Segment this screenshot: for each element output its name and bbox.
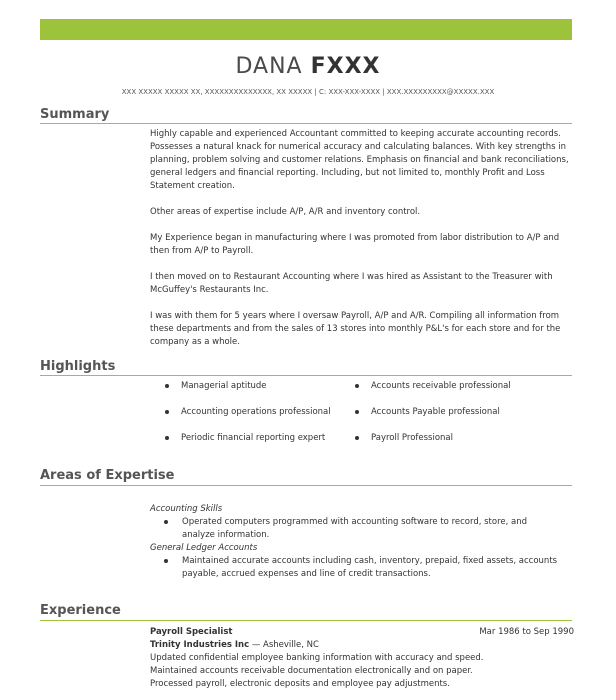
- highlight-item: Accounts Payable professional: [355, 407, 500, 417]
- candidate-name: [0, 54, 616, 79]
- bullet-icon: [355, 384, 359, 388]
- job-dates: Mar 1986 to Sep 1990: [479, 627, 574, 637]
- job-company-line: [150, 639, 574, 652]
- summary-paragraph: My Experience began in manufacturing where I was promoted from labor distribution to A/P and then from A/P to Payroll.: [150, 233, 560, 256]
- summary-paragraph: Highly capable and experienced Accountant committed to keeping accurate accounting records. Possesses a natural knack for numerical accuracy and calculating balances. With key strengths in planning, problem solving and customer relations. Emphasis on financial and bank reconciliations, general ledgers and financial reporting. Including, but not limited to, monthly Profit and Loss Statement creation.: [150, 129, 569, 191]
- first-name: DANA: [235, 54, 303, 79]
- bullet-icon: [165, 384, 169, 388]
- bullet-icon: [355, 436, 359, 440]
- expertise-heading: Areas of Expertise: [40, 468, 175, 483]
- header-accent-bar: [40, 19, 572, 40]
- highlight-item: Accounts receivable professional: [355, 381, 511, 391]
- expertise-group-heading: Accounting Skills: [150, 504, 223, 514]
- highlight-item: Periodic financial reporting expert: [165, 433, 325, 443]
- experience-heading: Experience: [40, 603, 121, 618]
- summary-heading: Summary: [40, 107, 110, 122]
- job-header: [150, 626, 574, 639]
- highlight-item: Payroll Professional: [355, 433, 453, 443]
- company-separator: —: [249, 640, 264, 650]
- bullet-icon: [164, 520, 168, 524]
- summary-paragraph: I then moved on to Restaurant Accounting where I was hired as Assistant to the Treasurer with McGuffey's Restaurants Inc.: [150, 272, 553, 295]
- job-duty: Updated confidential employee banking information with accuracy and speed.: [150, 653, 484, 663]
- highlight-item: Accounting operations professional: [165, 407, 331, 417]
- highlight-item: Managerial aptitude: [165, 381, 267, 391]
- experience-body: [150, 626, 574, 691]
- list-item: Operated computers programmed with accounting software to record, store, and analyze information.: [150, 516, 560, 542]
- company-name: Trinity Industries Inc: [150, 640, 250, 650]
- expertise-group-heading: General Ledger Accounts: [150, 543, 258, 553]
- expertise-body: [150, 503, 560, 581]
- bullet-icon: [165, 410, 169, 414]
- list-item: Maintained accurate accounts including cash, inventory, prepaid, fixed assets, accounts payable, accrued expenses and line of credit transactions.: [150, 555, 560, 581]
- summary-rule: [40, 123, 572, 124]
- bullet-icon: [164, 559, 168, 563]
- highlights-rule: [40, 375, 572, 376]
- bullet-icon: [355, 410, 359, 414]
- experience-rule: [40, 620, 572, 621]
- job-location: Asheville, NC: [263, 640, 319, 650]
- job-title: Payroll Specialist: [150, 627, 233, 637]
- job-duty: Processed payroll, electronic deposits and employee pay adjustments.: [150, 679, 450, 689]
- expertise-list: [150, 555, 560, 581]
- last-name: FXXX: [310, 54, 381, 79]
- expertise-rule: [40, 485, 572, 486]
- summary-body: [150, 128, 575, 362]
- summary-paragraph: Other areas of expertise include A/P, A/R and inventory control.: [150, 207, 421, 217]
- bullet-icon: [165, 436, 169, 440]
- contact-line: XXX XXXXX XXXXX XX, XXXXXXXXXXXXXX, XX XXXXX | C: XXX-XXX-XXXX | XXX.XXXXXXXXX@XXXXX.XXX: [121, 88, 495, 96]
- summary-paragraph: I was with them for 5 years where I oversaw Payroll, A/P and A/R. Compiling all information from these departments and from the sales of 13 stores into monthly P&L's for each store and for the company as a whole.: [150, 311, 561, 347]
- highlights-heading: Highlights: [40, 359, 116, 374]
- job-duty: Maintained accounts receivable documentation electronically and on paper.: [150, 666, 473, 676]
- expertise-list: [150, 516, 560, 542]
